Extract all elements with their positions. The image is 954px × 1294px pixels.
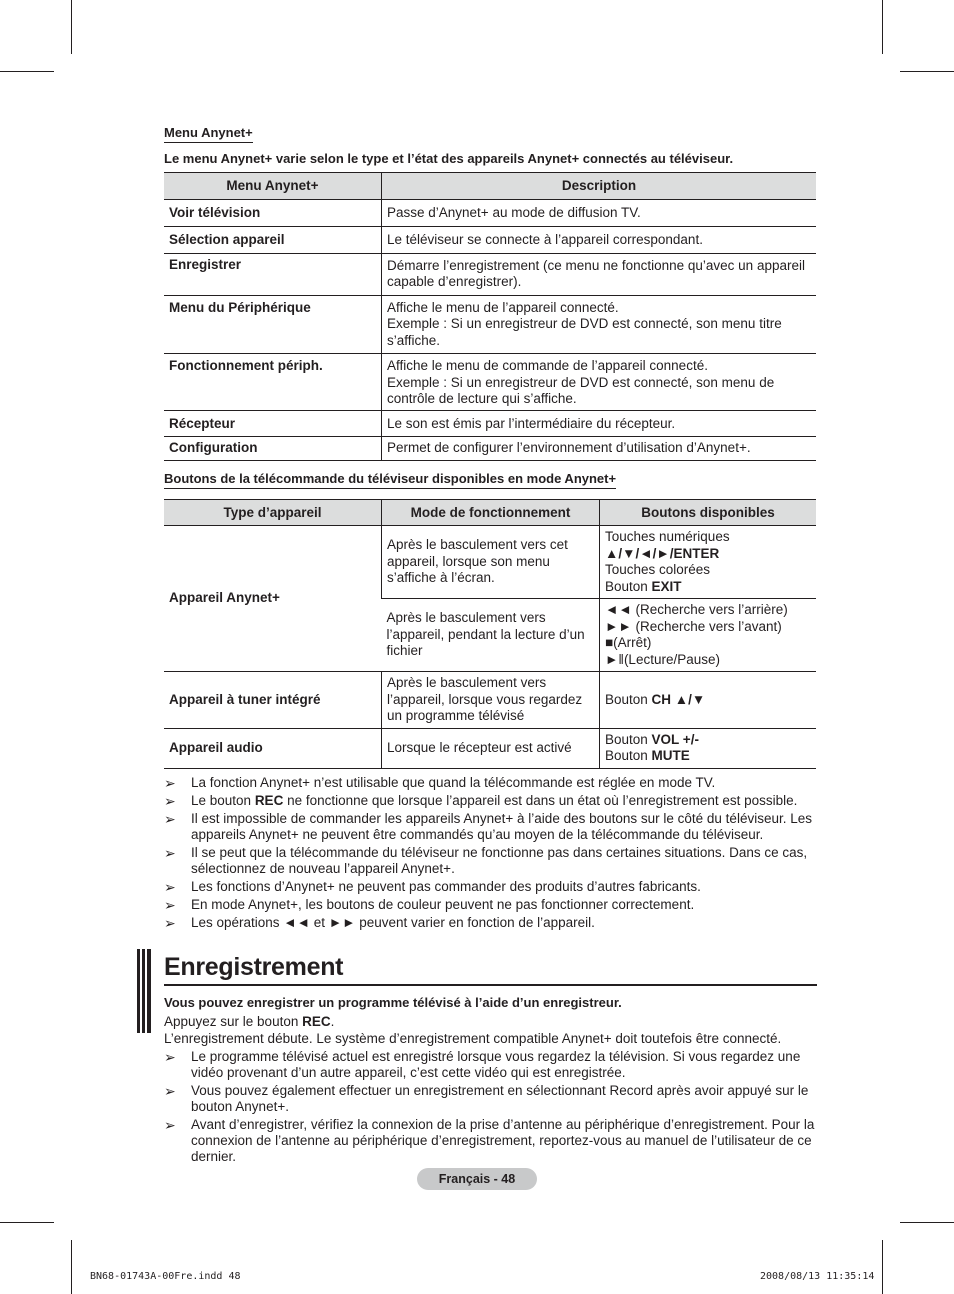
table-row (164, 410, 816, 437)
page-content (164, 125, 817, 1167)
table-row (164, 526, 816, 599)
buttons-text: Bouton (605, 691, 652, 707)
note-item (164, 845, 817, 877)
menu-item-label: Récepteur (164, 410, 382, 437)
note-text: Avant d’enregistrer, vérifiez la connexion de la prise d’antenne au périphérique d’enregistrement. Pour la connexion de l’antenne au périphérique d’enregistrement, reportez-vous au manuel de l’utilisateur de ce dernier. (191, 1117, 815, 1164)
buttons-line: ■(Arrêt) (605, 635, 652, 650)
note-arrow-icon: ➢ (164, 774, 176, 791)
note-item (164, 775, 817, 791)
available-buttons (600, 728, 817, 768)
menu-item-label: Fonctionnement périph. (164, 354, 382, 411)
note-arrow-icon: ➢ (164, 878, 176, 895)
note-text: Il est impossible de commander les appareils Anynet+ à l’aide des boutons sur le côté du téléviseur. Les appareils Anynet+ ne peuvent être commandés qu’au moyen de la télécommande du téléviseur. (191, 810, 812, 842)
menu-item-description: Le téléviseur se connecte à l’appareil correspondant. (382, 227, 817, 254)
section-intro: Le menu Anynet+ varie selon le type et l’état des appareils Anynet+ connectés au téléviseur. (164, 151, 734, 166)
notes-list (164, 775, 817, 931)
table-row (164, 227, 816, 254)
device-type-label: Appareil Anynet+ (164, 526, 382, 672)
device-type-label: Appareil à tuner intégré (164, 672, 382, 729)
section-heading-menu-anynet: Menu Anynet+ (164, 125, 253, 143)
note-arrow-icon: ➢ (164, 914, 176, 931)
instruction-text: . (330, 1014, 335, 1029)
description-line: Exemple : Si un enregistreur de DVD est connecté, son menu titre s’affiche. (387, 316, 782, 348)
instruction-button-name: REC (302, 1014, 331, 1029)
recording-lead: Vous pouvez enregistrer un programme télévisé à l’aide d’un enregistreur. (164, 994, 622, 1010)
operation-mode: Après le basculement vers l’appareil, pendant la lecture d’un fichier (382, 599, 600, 672)
note-arrow-icon: ➢ (164, 1049, 176, 1065)
recording-section (164, 953, 817, 1166)
buttons-line: Touches colorées (605, 562, 711, 577)
note-item (164, 793, 817, 809)
crop-mark (882, 0, 883, 54)
note-text: Les opérations ◄◄ et ►► peuvent varier en fonction de l’appareil. (191, 914, 595, 930)
column-header: Boutons disponibles (600, 499, 817, 526)
anynet-menu-table (164, 172, 816, 461)
available-buttons (600, 672, 817, 729)
table-row (164, 672, 816, 729)
operation-mode: Après le basculement vers cet appareil, lorsque son menu s’affiche à l’écran. (382, 526, 600, 599)
menu-item-description: Passe d’Anynet+ au mode de diffusion TV. (382, 199, 817, 227)
available-buttons (600, 599, 817, 672)
remote-buttons-table (164, 499, 816, 769)
button-name: CH ▲/▼ (651, 691, 706, 707)
title-bars-decoration (137, 949, 151, 1033)
operation-mode: Lorsque le récepteur est activé (382, 728, 600, 768)
description-line: Affiche le menu de commande de l’appareil connecté. (387, 358, 708, 373)
note-text: Le bouton (191, 792, 255, 808)
buttons-line: Touches numériques (605, 529, 730, 544)
menu-item-description: Permet de configurer l’environnement d’utilisation d’Anynet+. (382, 437, 817, 461)
note-item (164, 897, 817, 913)
crop-mark (882, 1240, 883, 1294)
note-item (164, 915, 817, 931)
note-text: Vous pouvez également effectuer un enregistrement en sélectionnant Record après avoir appuyé sur le bouton Anynet+. (191, 1083, 809, 1114)
note-text: La fonction Anynet+ n’est utilisable que quand la télécommande est réglée en mode TV. (191, 774, 716, 790)
note-item (164, 1117, 817, 1165)
page-number-badge: Français - 48 (417, 1168, 537, 1190)
menu-item-label: Enregistrer (164, 253, 382, 295)
menu-item-label: Sélection appareil (164, 227, 382, 254)
crop-mark (71, 0, 72, 54)
recording-start-text: L’enregistrement débute. Le système d’enregistrement compatible Anynet+ doit toutefois être connecté. (164, 1030, 782, 1046)
description-line: Affiche le menu de l’appareil connecté. (387, 299, 619, 315)
column-header: Menu Anynet+ (164, 173, 382, 200)
page-title: Enregistrement (164, 953, 817, 986)
note-item (164, 1083, 817, 1115)
buttons-line: ►‖(Lecture/Pause) (605, 651, 720, 667)
print-timestamp: 2008/08/13 11:35:14 (760, 1271, 875, 1282)
note-arrow-icon: ➢ (164, 810, 176, 827)
menu-item-description (382, 354, 817, 411)
menu-item-description: Le son est émis par l’intermédiaire du récepteur. (382, 410, 817, 437)
note-arrow-icon: ➢ (164, 1083, 176, 1099)
note-arrow-icon: ➢ (164, 896, 176, 913)
column-header: Description (382, 173, 817, 200)
buttons-line: ◄◄ (Recherche vers l’arrière) (605, 602, 788, 617)
note-text: Il se peut que la télécommande du téléviseur ne fonctionne pas dans certaines situations. Dans ce cas, sélectionnez de nouveau l’appareil Anynet+. (191, 844, 808, 876)
buttons-text: Bouton (605, 731, 652, 747)
buttons-line (605, 732, 811, 749)
crop-mark (71, 1240, 72, 1294)
table-row (164, 728, 816, 768)
menu-item-label: Menu du Périphérique (164, 295, 382, 354)
table-row (164, 253, 816, 295)
table-row (164, 437, 816, 461)
buttons-line: ►► (Recherche vers l’avant) (605, 618, 782, 634)
note-item (164, 811, 817, 843)
column-header: Mode de fonctionnement (382, 499, 600, 526)
table-header-row (164, 499, 816, 526)
note-button-name: REC (254, 792, 284, 808)
description-line: Exemple : Si un enregistreur de DVD est connecté, son menu de contrôle de lecture qui s’affiche. (387, 374, 775, 406)
button-name: EXIT (651, 578, 682, 594)
crop-mark (0, 71, 54, 72)
buttons-text: Bouton (605, 578, 652, 594)
buttons-text: Bouton (605, 748, 652, 763)
note-text: En mode Anynet+, les boutons de couleur peuvent ne pas fonctionner correctement. (191, 896, 695, 912)
note-arrow-icon: ➢ (164, 792, 176, 809)
menu-item-description (382, 295, 817, 354)
crop-mark (900, 1222, 954, 1223)
note-text: ne fonctionne que lorsque l’appareil est dans un état où l’enregistrement est possible. (283, 792, 798, 808)
table-row (164, 295, 816, 354)
crop-mark (900, 71, 954, 72)
available-buttons (600, 526, 817, 599)
table-header-row (164, 173, 816, 200)
menu-item-description: Démarre l’enregistrement (ce menu ne fonctionne qu’avec un appareil capable d’enregistrer). (382, 253, 817, 295)
device-type-label: Appareil audio (164, 728, 382, 768)
crop-mark (0, 1222, 54, 1223)
note-text: Le programme télévisé actuel est enregistré lorsque vous regardez la télévision. Si vous regardez une vidéo provenant d’un autre appareil, c’est cette vidéo qui est enregistrée. (191, 1049, 801, 1080)
instruction-text: Appuyez sur le bouton (164, 1014, 303, 1029)
button-name: VOL +/- (651, 731, 699, 747)
note-item (164, 1049, 817, 1081)
table-row (164, 354, 816, 411)
file-slug: BN68-01743A-00Fre.indd 48 (90, 1271, 241, 1282)
column-header: Type d’appareil (164, 499, 382, 526)
note-arrow-icon: ➢ (164, 1117, 176, 1133)
note-item (164, 879, 817, 895)
menu-item-label: Configuration (164, 437, 382, 461)
button-name: MUTE (651, 748, 690, 763)
operation-mode: Après le basculement vers l’appareil, lorsque vous regardez un programme télévisé (382, 672, 600, 729)
note-arrow-icon: ➢ (164, 844, 176, 861)
recording-instruction (164, 1014, 817, 1031)
table-row (164, 199, 816, 227)
buttons-line (605, 579, 811, 596)
note-text: Les fonctions d’Anynet+ ne peuvent pas commander des produits d’autres fabricants. (191, 878, 701, 894)
recording-notes (164, 1049, 817, 1165)
section-heading-remote-buttons: Boutons de la télécommande du téléviseur disponibles en mode Anynet+ (164, 471, 616, 489)
buttons-line (605, 748, 811, 765)
menu-item-label: Voir télévision (164, 199, 382, 227)
buttons-line: ▲/▼/◄/►/ENTER (605, 545, 720, 561)
